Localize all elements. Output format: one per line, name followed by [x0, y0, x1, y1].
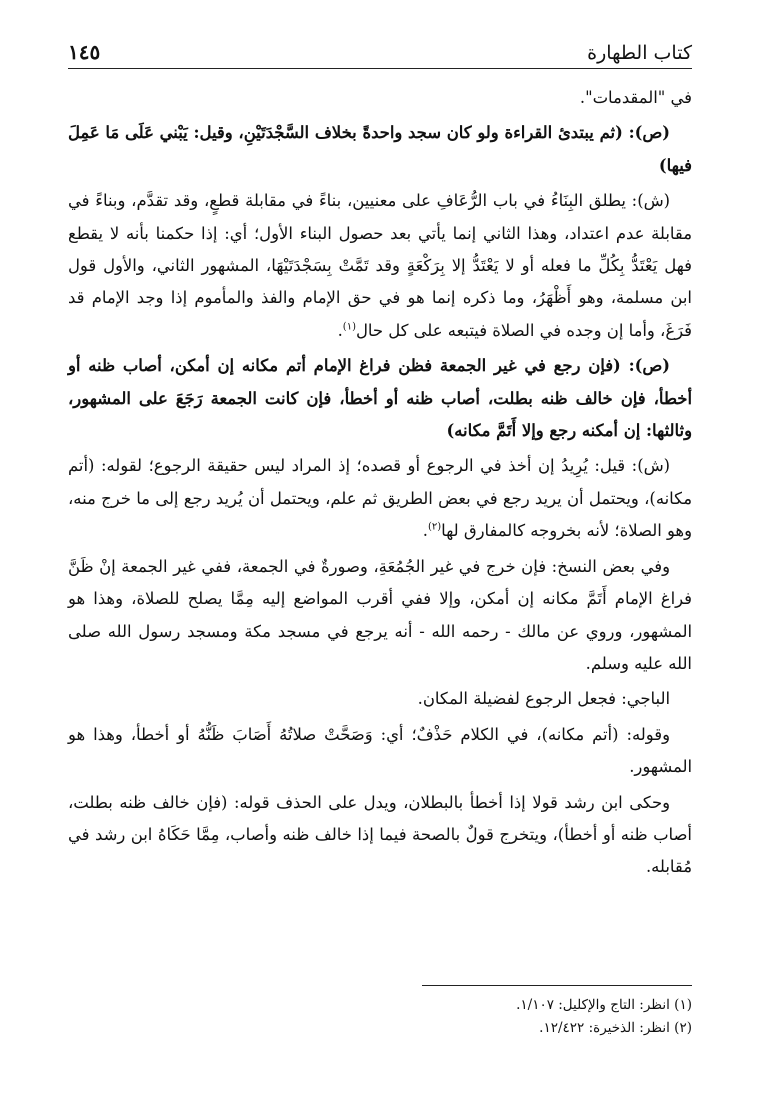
footnote-reference[interactable]: (٢)	[427, 521, 442, 533]
footnote: (٢) انظر: الذخيرة: ١٢/٤٢٢.	[539, 1020, 692, 1036]
sentence-end: .	[337, 320, 343, 340]
paragraph-text: (ش): يطلق البِنَاءُ في باب الرُّعَافِ على معنيين، بناءً في مقابلة قطعٍ، وقد تقدَّم، وبناءً في مقابلة عدم اعتداد، وهذا الثاني إنما يأتي بعد حصول البناء الأول؛ أي: إذا حكمنا بأنه لا يقطع فهل يَعْتَدُّ بِكُلِّ ما فعله أو لا يَعْتَدُّ إلا بِرَكْعَةٍ وقد تَمَّتْ بِسَجْدَتَيْهَا، المشهور الثاني، والأول قول ابن مسلمة، وهو أَظْهَرُ، وما ذكره إنما هو في حق الإمام والفذ والمأموم إذا وجد الإمام قد فَرَغَ، وأما إن وجده في الصلاة فيتبعه على كل حال	[68, 191, 692, 340]
matn-paragraph: (ص): (فإن رجع في غير الجمعة فظن فراغ الإمام أتم مكانه إن أمكن، أصاب ظنه أو أخطأ، فإن خالف ظنه بطلت، أصاب ظنه أو أخطأ، فإن كانت الجمعة رَجَعَ على المشهور، وثالثها: إن أمكنه رجع وإلا أَتَمَّ مكانه)	[68, 356, 692, 441]
paragraph: في "المقدمات".	[579, 88, 692, 107]
commentary-paragraph	[68, 450, 692, 547]
main-text	[68, 82, 692, 887]
paragraph-text: (ش): قيل: يُرِيدُ إن أخذ في الرجوع أو قصده؛ إذ المراد ليس حقيقة الرجوع؛ لقوله: (أتم مكانه)، ويحتمل أن يريد رجع في بعض الطريق ثم علم، ويحتمل أن يُريد رجع إلى ما خرج منه، وهو الصلاة؛ لأنه بخروجه كالمفارق لها	[68, 456, 692, 541]
paragraph: وقوله: (أتم مكانه)، في الكلام حَذْفٌ؛ أي: وَصَحَّتْ صلاتُهُ أَصَابَ ظَنُّهُ أو أخطأ، وهذا هو المشهور.	[68, 724, 692, 777]
commentary-paragraph	[68, 185, 692, 347]
paragraph: الباجي: فجعل الرجوع لفضيلة المكان.	[417, 689, 670, 709]
paragraph: وفي بعض النسخ: فإن خرج في غير الجُمُعَةِ، وصورةٌ في الجمعة، ففي غير الجمعة إنْ ظَنَّ فراغ الإمام أَتَمَّ مكانه إن أمكن، وإلا ففي أقرب المواضع إليه مِمَّا يصلح للصلاة، وهذا هو المشهور، وروي عن مالك - رحمه الله - أنه يرجع في مسجد مكة ومسجد رسول الله صلى الله عليه وسلم.	[68, 556, 692, 673]
running-title: كتاب الطهارة	[587, 42, 692, 64]
footnote: (١) انظر: التاج والإكليل: ١/١٠٧.	[516, 997, 692, 1013]
matn-paragraph: (ص): (ثم يبتدئ القراءة ولو كان سجد واحدةً بخلاف السَّجْدَتَيْنِ، وقيل: يَبْني عَلَى مَا عَمِلَ فيها)	[68, 123, 692, 175]
footnote-divider	[422, 985, 692, 986]
footnote-reference[interactable]: (١)	[342, 321, 356, 333]
page-number: ١٤٥	[68, 40, 101, 64]
paragraph: وحكى ابن رشد قولا إذا أخطأ بالبطلان، ويدل على الحذف قوله: (فإن خالف ظنه بطلت، أصاب ظنه أو أخطأ)، ويتخرج قولٌ بالصحة فيما إذا خالف ظنه وأصاب، مِمَّا حَكَاهُ ابن رشد في مُقابله.	[68, 792, 692, 877]
footnotes	[68, 994, 692, 1040]
page-header	[68, 38, 692, 69]
sentence-end: .	[422, 521, 428, 541]
